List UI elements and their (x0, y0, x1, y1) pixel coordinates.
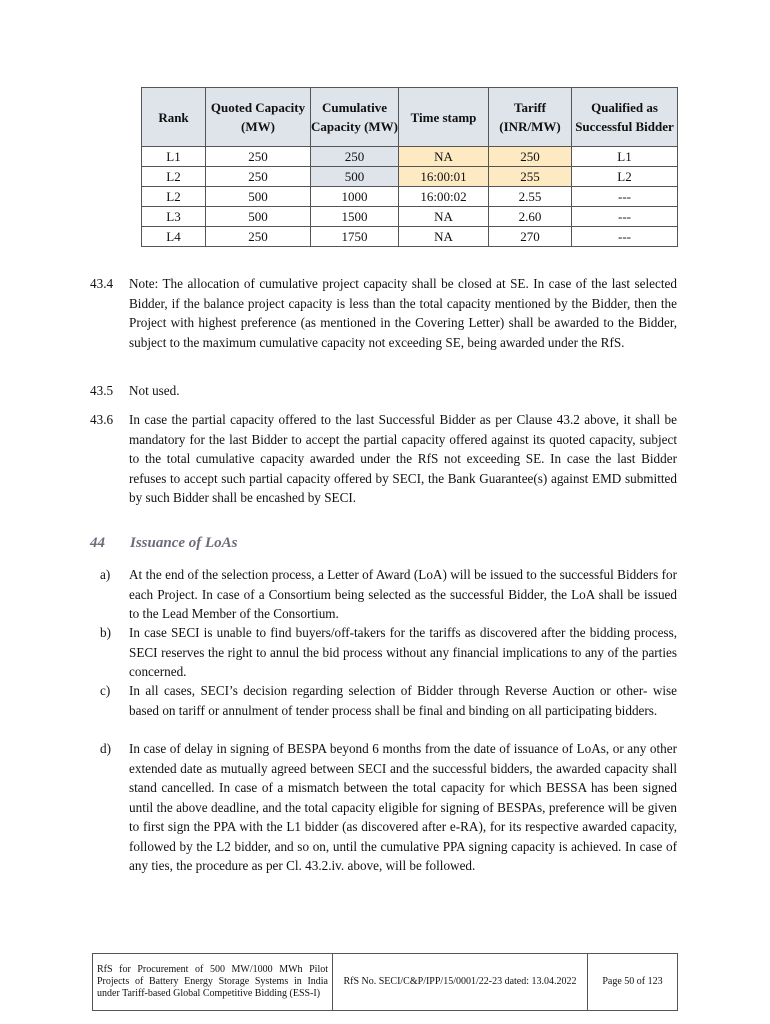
header-tariff: Tariff (INR/MW) (489, 88, 572, 147)
section-title: Issuance of LoAs (130, 535, 238, 551)
clause-text: Not used. (129, 383, 180, 398)
clause-text: In case the partial capacity offered to the last Successful Bidder as per Clause 43.2 above, it shall be mandatory for the last Bidder to accept the partial capacity offered against its quoted capacity, subject to the total cumulative capacity awarded under the RfS not exceeding SE. In case the last Bidder refuses to accept such partial capacity offered by SECI, the Bank Guarantee(s) against EMD submitted by such Bidder shall be encashed by SECI. (129, 412, 677, 505)
table-cell: 250 (206, 227, 311, 247)
item-text: In case SECI is unable to find buyers/off-takers for the tariffs as discovered after the bidding process, SECI reserves the right to annul the bid process without any financial implications to any of the parties concerned. (129, 625, 677, 679)
clause-text: Note: The allocation of cumulative project capacity shall be closed at SE. In case of the last selected Bidder, if the balance project capacity is less than the total capacity mentioned by the Bidder, then the Project with highest preference (as mentioned in the Covering Letter) shall be awarded to the Bidder, subject to the maximum cumulative capacity not exceeding SE, being awarded under the RfS. (129, 276, 677, 350)
table-cell: 250 (489, 147, 572, 167)
table-cell: --- (572, 207, 678, 227)
clause-number: 43.5 (90, 383, 114, 398)
list-item (100, 623, 677, 682)
table-cell: 500 (311, 167, 399, 187)
table-cell: L2 (142, 167, 206, 187)
table-cell: L3 (142, 207, 206, 227)
footer-rfs-title: RfS for Procurement of 500 MW/1000 MWh Pilot Projects of Battery Energy Storage Systems in India under Tariff-based Global Competitive Bidding (ESS-I) (93, 954, 333, 1011)
table-cell: 250 (206, 167, 311, 187)
table-row (142, 187, 678, 207)
table-cell: NA (399, 227, 489, 247)
table-cell: 250 (311, 147, 399, 167)
table-cell: 255 (489, 167, 572, 187)
table-cell: --- (572, 227, 678, 247)
header-qualified: Qualified as Successful Bidder (572, 88, 678, 147)
table-cell: 2.55 (489, 187, 572, 207)
table-cell: L2 (142, 187, 206, 207)
clause-number: 43.4 (90, 276, 114, 291)
header-quoted-capacity: Quoted Capacity (MW) (206, 88, 311, 147)
item-label: c) (100, 683, 111, 698)
table-cell: L1 (572, 147, 678, 167)
list-item (100, 565, 677, 624)
table-row (142, 227, 678, 247)
footer-rfs-number: RfS No. SECI/C&P/IPP/15/0001/22-23 dated: 13.04.2022 (333, 954, 588, 1011)
table-row (142, 207, 678, 227)
clause-43-6 (90, 410, 677, 508)
table-cell: 16:00:02 (399, 187, 489, 207)
item-text: In case of delay in signing of BESPA beyond 6 months from the date of issuance of LoAs, or any other extended date as mutually agreed between SECI and the successful bidders, the awarded capacity shall stand cancelled. In case of a mismatch between the total capacity for which BESSA has been signed until the above deadline, and the total capacity eligible for signing of BESPAs, preference will be given to first sign the PPA with the L1 bidder (as discovered after e-RA), for its respective awarded capacity, followed by the L2 bidder, and so on, until the cumulative PPA signing capacity is achieved. In case of any ties, the procedure as per Cl. 43.2.iv. above, will be followed. (129, 741, 677, 873)
list-item (100, 681, 677, 720)
table-cell: 1000 (311, 187, 399, 207)
table-cell: L1 (142, 147, 206, 167)
ranking-table (141, 87, 678, 247)
page-footer (92, 953, 678, 1011)
table-cell: 500 (206, 207, 311, 227)
table-cell: L2 (572, 167, 678, 187)
table-cell: 1750 (311, 227, 399, 247)
item-text: In all cases, SECI’s decision regarding selection of Bidder through Reverse Auction or other- wise based on tariff or annulment of tender process shall be final and binding on all participating bidders. (129, 683, 677, 718)
table-cell: 2.60 (489, 207, 572, 227)
table-row (142, 147, 678, 167)
table-cell: NA (399, 147, 489, 167)
footer-page-number: Page 50 of 123 (588, 954, 678, 1011)
table-row (142, 167, 678, 187)
section-heading (90, 535, 238, 552)
table-cell: --- (572, 187, 678, 207)
table-cell: 270 (489, 227, 572, 247)
table-cell: 500 (206, 187, 311, 207)
section-number: 44 (90, 535, 105, 551)
table-cell: 16:00:01 (399, 167, 489, 187)
header-rank: Rank (142, 88, 206, 147)
table-header-row (142, 88, 678, 147)
item-label: b) (100, 625, 111, 640)
header-cumulative-capacity: Cumulative Capacity (MW) (311, 88, 399, 147)
table-cell: 250 (206, 147, 311, 167)
item-label: a) (100, 567, 111, 582)
item-label: d) (100, 741, 111, 756)
table-cell: 1500 (311, 207, 399, 227)
clause-43-4 (90, 274, 677, 352)
item-text: At the end of the selection process, a Letter of Award (LoA) will be issued to the successful Bidders for each Project. In case of a Consortium being selected as the successful Bidder, the LoA shall be issued to the Lead Member of the Consortium. (129, 567, 677, 621)
header-time-stamp: Time stamp (399, 88, 489, 147)
clause-43-5 (90, 381, 677, 401)
table-cell: NA (399, 207, 489, 227)
table-cell: L4 (142, 227, 206, 247)
clause-number: 43.6 (90, 412, 114, 427)
list-item (100, 739, 677, 876)
